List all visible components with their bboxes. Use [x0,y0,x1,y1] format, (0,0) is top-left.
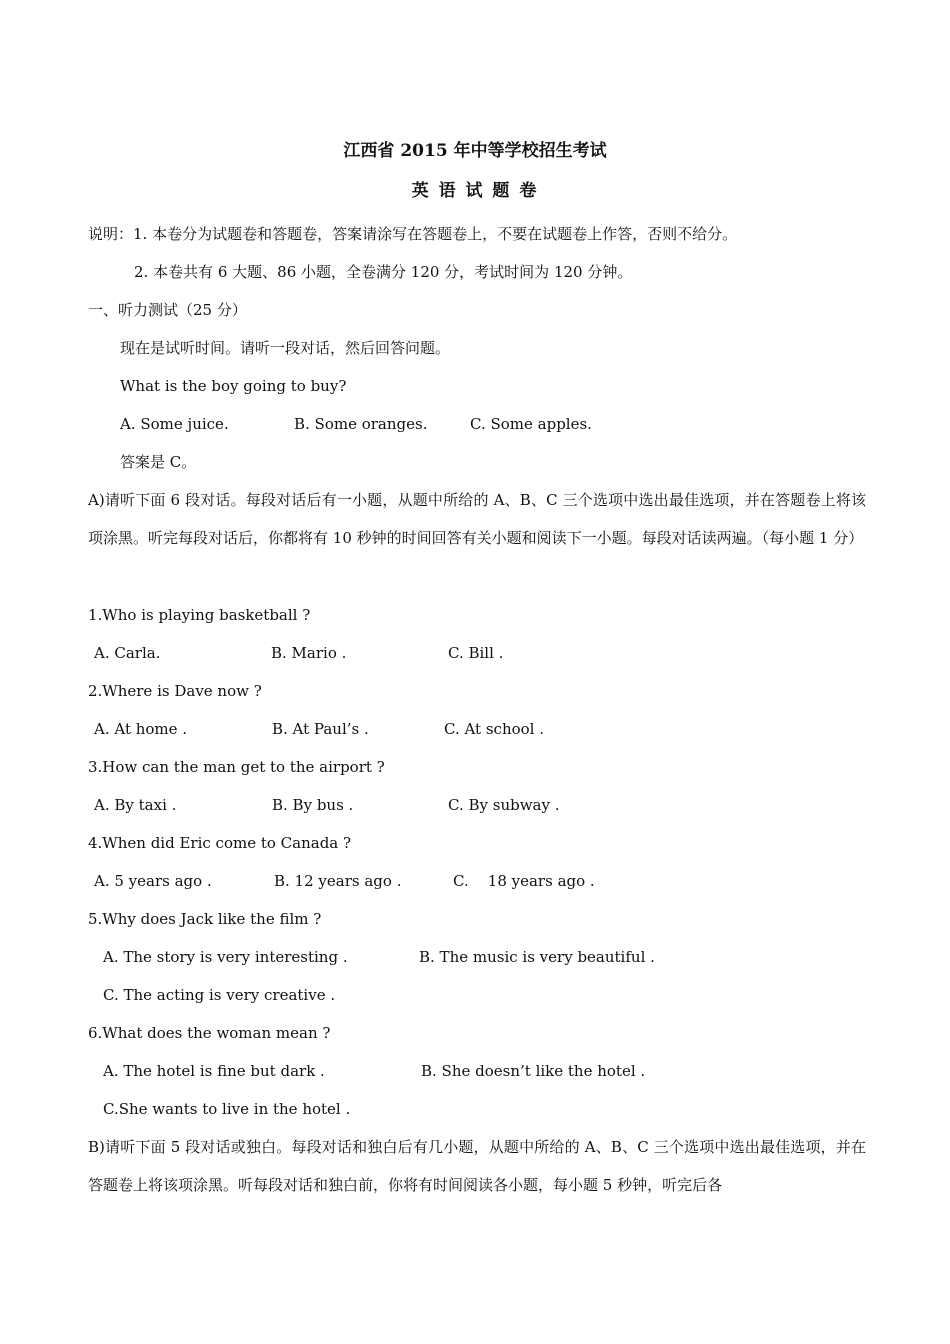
q4-option-b: B. 12 years ago . [274,872,402,890]
q1-option-b: B. Mario . [271,644,347,662]
q1-option-c: C. Bill . [448,644,504,662]
instruction-line-1: 说明：1. 本卷分为试题卷和答题卷，答案请涂写在答题卷上，不要在试题卷上作答，否则不给分。 [88,225,738,243]
q5-option-b: B. The music is very beautiful . [419,948,655,966]
q2-option-c: C. At school . [444,720,544,738]
q2-option-a: A. At home . [94,720,188,738]
question-3: 3.How can the man get to the airport ? [88,758,385,776]
q1-option-a: A. Carla. [94,644,161,662]
q3-option-a: A. By taxi . [94,796,177,814]
trial-answer: 答案是 C。 [120,453,197,471]
q6-option-b: B. She doesn’t like the hotel . [421,1062,646,1080]
q4-option-c: C. 18 years ago . [453,872,595,890]
trial-option-c: C. Some apples. [470,415,592,433]
trial-option-a: A. Some juice. [120,415,229,433]
q4-option-a: A. 5 years ago . [94,872,212,890]
q3-option-c: C. By subway . [448,796,560,814]
trial-intro: 现在是试听时间。请听一段对话，然后回答问题。 [120,339,451,357]
question-5: 5.Why does Jack like the film ? [88,910,322,928]
instruction-line-2: 2. 本卷共有 6 大题、86 小题，全卷满分 120 分，考试时间为 120 分钟。 [134,263,633,281]
question-4: 4.When did Eric come to Canada ? [88,834,352,852]
question-6: 6.What does the woman mean ? [88,1024,331,1042]
question-2: 2.Where is Dave now ? [88,682,262,700]
question-1: 1.Who is playing basketball ? [88,606,311,624]
trial-option-b: B. Some oranges. [294,415,428,433]
q2-option-b: B. At Paul’s . [272,720,369,738]
exam-title: 江西省 2015 年中等学校招生考试 [343,141,607,161]
q6-option-a: A. The hotel is fine but dark . [103,1062,325,1080]
part-a-instructions: A)请听下面 6 段对话。每段对话后有一小题，从题中所给的 A、B、C 三个选项中选出最佳选项，并在答题卷上将该项涂黑。听完每段对话后，你都将有 10 秒钟的时间回答有关小题和阅读下一小题。每段对话读两遍。（每小题 1 分） [88,491,866,547]
part-b-instructions: B)请听下面 5 段对话或独白。每段对话和独白后有几小题，从题中所给的 A、B、C 三个选项中选出最佳选项，并在答题卷上将该项涂黑。听每段对话和独白前，你将有时间阅读各小题，每小题 5 秒钟，听完后各 [88,1138,866,1194]
q6-option-c: C.She wants to live in the hotel . [103,1100,351,1118]
trial-question: What is the boy going to buy? [120,377,347,395]
q5-option-c: C. The acting is very creative . [103,986,336,1004]
section-heading: 一、听力测试（25 分） [88,301,247,319]
exam-subtitle: 英 语 试 题 卷 [411,181,539,201]
q3-option-b: B. By bus . [272,796,354,814]
q5-option-a: A. The story is very interesting . [103,948,348,966]
